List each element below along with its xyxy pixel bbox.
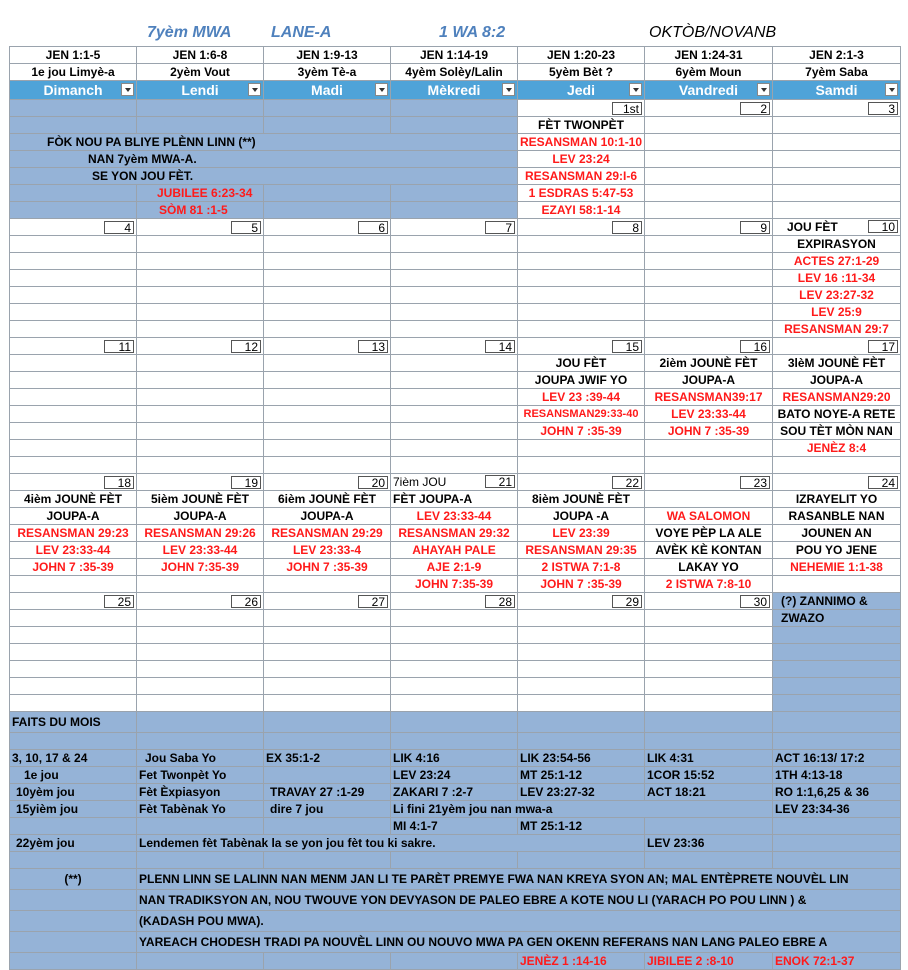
title-bar	[9, 16, 900, 46]
cell-text: SÒM 81 :1-5	[137, 202, 264, 219]
cell-text: POU YO JENE	[773, 542, 901, 559]
cell-text: EXPIRASYON	[773, 236, 901, 253]
cell-text: FÈT JOUPA-A	[391, 491, 518, 508]
header-label: Mèkredi	[427, 82, 481, 98]
facts-cell: LIK 4:16	[391, 750, 518, 767]
facts-cell: 3, 10, 17 & 24	[10, 750, 137, 767]
facts-cell: ACT 18:21	[645, 784, 773, 801]
cell-text: AHAYAH PALE	[391, 542, 518, 559]
note-line: NAN TRADIKSYON AN, NOU TWOUVE YON DEVYASON DE PALEO EBRE A KOTE NOU LI (YARACH PO POU LINN ) &	[137, 890, 901, 911]
day-number: 19	[231, 476, 261, 489]
cell-text: JOUPA-A	[264, 508, 391, 525]
dayname-cell: 6yèm Moun	[645, 64, 773, 81]
facts-cell: 10yèm jou	[10, 784, 137, 801]
facts-cell: EX 35:1-2	[264, 750, 391, 767]
cell-text: 7ièm JOU	[393, 475, 447, 489]
cell-text: RESANSMAN 29:29	[264, 525, 391, 542]
day-number: 8	[612, 221, 642, 234]
cell-text: RESANSMAN 29:7	[773, 321, 901, 338]
cell-text: SOU TÈT MÒN NAN	[773, 423, 901, 440]
cell-text: RESANSMAN 29:I-6	[518, 168, 645, 185]
ref-cell: JIBILEE 2 :8-10	[645, 953, 773, 970]
cell-text: JOHN 7:35-39	[391, 576, 518, 593]
cell-text: 6ièm JOUNÈ FÈT	[264, 491, 391, 508]
dayname-cell: 4yèm Solèy/Lalin	[391, 64, 518, 81]
readings-row	[10, 47, 901, 64]
cell-text: 2ièm JOUNÈ FÈT	[645, 355, 773, 372]
facts-title: FAITS DU MOIS	[10, 712, 137, 733]
day-number: 16	[740, 340, 770, 353]
cell-text: LEV 23:33-44	[137, 542, 264, 559]
facts-cell: Fèt Tabènak Yo	[137, 801, 264, 818]
cell-text: WA SALOMON	[645, 508, 773, 525]
cell-text: JOHN 7 :35-39	[518, 423, 645, 440]
day-number: 9	[740, 221, 770, 234]
day-number: 6	[358, 221, 388, 234]
cell-text: JOUNEN AN	[773, 525, 901, 542]
day-number: 14	[485, 340, 515, 353]
facts-cell: Li fini 21yèm jou nan mwa-a	[391, 801, 773, 818]
note-text: SE YON JOU FÈT.	[10, 168, 518, 185]
month-title: 7yèm MWA	[147, 24, 232, 41]
note-line: PLENN LINN SE LALINN NAN MENM JAN LI TE PARÈT PREMYE FWA NAN KREYA SYON AN; MAL ENTÈPRETE NOUVÈL LIN	[137, 869, 901, 890]
cell-text: 4ièm JOUNÈ FÈT	[10, 491, 137, 508]
cell-text: JOUPA-A	[645, 372, 773, 389]
cell-text: JENÈZ 8:4	[773, 440, 901, 457]
cell-text: JOUPA-A	[773, 372, 901, 389]
cell-text: 1 ESDRAS 5:47-53	[518, 185, 645, 202]
reading-cell: JEN 1:1-5	[10, 47, 137, 64]
cell-text: RESANSMAN 29:32	[391, 525, 518, 542]
filter-dropdown-icon[interactable]	[121, 83, 134, 96]
dayname-cell: 1e jou Limyè-a	[10, 64, 137, 81]
filter-dropdown-icon[interactable]	[248, 83, 261, 96]
reading-cell: JEN 1:6-8	[137, 47, 264, 64]
reading-cell: JEN 1:20-23	[518, 47, 645, 64]
cell-text: JOHN 7 :35-39	[10, 559, 137, 576]
cell-text: RASANBLE NAN	[773, 508, 901, 525]
cell-text: JOHN 7 :35-39	[518, 576, 645, 593]
cell-text: JUBILEE 6:23-34	[137, 185, 264, 202]
filter-dropdown-icon[interactable]	[757, 83, 770, 96]
day-number: 18	[104, 476, 134, 489]
cell-text: LEV 23:39	[518, 525, 645, 542]
day-number: 13	[358, 340, 388, 353]
header-label: Madi	[311, 82, 343, 98]
cell-text: AJE 2:1-9	[391, 559, 518, 576]
day-number: 30	[740, 595, 770, 608]
facts-cell: LEV 23:34-36	[773, 801, 901, 818]
cell-text: RESANSMAN 29:26	[137, 525, 264, 542]
cell-text: BATO NOYE-A RETE	[773, 406, 901, 423]
facts-cell: dire 7 jou	[264, 801, 391, 818]
cell-text: LEV 23 :39-44	[518, 389, 645, 406]
cell-text: LEV 23:33-44	[391, 508, 518, 525]
header-dimanch	[10, 81, 137, 100]
day-number: 25	[104, 595, 134, 608]
cell-text: RESANSMAN39:17	[645, 389, 773, 406]
cell-text: FÈT TWONPÈT	[518, 117, 645, 134]
facts-cell: MT 25:1-12	[518, 818, 645, 835]
cell-text: IZRAYELIT YO	[773, 491, 901, 508]
year-title: LANE-A	[271, 24, 332, 41]
day-number: 12	[231, 340, 261, 353]
filter-dropdown-icon[interactable]	[629, 83, 642, 96]
verse-title: 1 WA 8:2	[439, 24, 506, 41]
day-number: 4	[104, 221, 134, 234]
cell-text: AVÈK KÈ KONTAN	[645, 542, 773, 559]
cell-text: (?) ZANNIMO &	[773, 593, 901, 610]
cell-text: NEHEMIE 1:1-38	[773, 559, 901, 576]
day-number: 27	[358, 595, 388, 608]
facts-cell	[264, 767, 391, 784]
cell-text: JOUPA-A	[137, 508, 264, 525]
cell-text: RESANSMAN 10:1-10	[518, 134, 645, 151]
cell-text: 2 ISTWA 7:8-10	[645, 576, 773, 593]
note-label: (**)	[10, 869, 137, 890]
note-line: (KADASH POU MWA).	[137, 911, 901, 932]
dayname-cell: 5yèm Bèt ?	[518, 64, 645, 81]
dayname-cell: 3yèm Tè-a	[264, 64, 391, 81]
facts-cell: Fet Twonpèt Yo	[137, 767, 264, 784]
cell-text: LEV 23:33-4	[264, 542, 391, 559]
calendar-sheet	[9, 16, 900, 970]
cell-text: JOHN 7 :35-39	[645, 423, 773, 440]
cell-text: EZAYI 58:1-14	[518, 202, 645, 219]
day-number: 22	[612, 476, 642, 489]
reading-cell: JEN 1:14-19	[391, 47, 518, 64]
cell-text: JOHN 7:35-39	[137, 559, 264, 576]
months-title: OKTÒB/NOVANB	[649, 24, 777, 41]
day-number: 5	[231, 221, 261, 234]
cell-text: ACTES 27:1-29	[773, 253, 901, 270]
cell-text: JOUPA-A	[10, 508, 137, 525]
cell-text: LEV 25:9	[773, 304, 901, 321]
cell-text: RESANSMAN29:33-40	[518, 406, 645, 423]
facts-cell: 15yièm jou	[10, 801, 137, 818]
cell-text: RESANSMAN 29:35	[518, 542, 645, 559]
reading-cell: JEN 1:9-13	[264, 47, 391, 64]
day-number: 1st	[612, 102, 642, 115]
note-line: YAREACH CHODESH TRADI PA NOUVÈL LINN OU NOUVO MWA PA GEN OKENN REFERANS NAN LANG PALEO EBRE A	[137, 932, 901, 953]
facts-cell: Fèt Èxpiasyon	[137, 784, 264, 801]
facts-cell: LEV 23:27-32	[518, 784, 645, 801]
facts-cell: ZAKARI 7 :2-7	[391, 784, 518, 801]
note-text: FÒK NOU PA BLIYE PLÈNN LINN (**)	[10, 134, 518, 151]
filter-dropdown-icon[interactable]	[375, 83, 388, 96]
facts-cell: LIK 4:31	[645, 750, 773, 767]
cell-text: RESANSMAN29:20	[773, 389, 901, 406]
reading-cell: JEN 2:1-3	[773, 47, 901, 64]
header-samdi	[773, 81, 901, 100]
facts-cell: LEV 23:24	[391, 767, 518, 784]
facts-cell: 1COR 15:52	[645, 767, 773, 784]
cell-text: RESANSMAN 29:23	[10, 525, 137, 542]
ref-cell: JENÈZ 1 :14-16	[518, 953, 645, 970]
day-number: 7	[485, 221, 515, 234]
day-number: 10	[868, 220, 898, 233]
cell-text: JOU FÈT	[787, 220, 838, 234]
header-label: Dimanch	[43, 82, 103, 98]
cell-text: LEV 23:33-44	[645, 406, 773, 423]
cell-text: LEV 23:33-44	[10, 542, 137, 559]
cell-text: LEV 23:27-32	[773, 287, 901, 304]
header-label: Vandredi	[678, 82, 739, 98]
day-number: 21	[485, 475, 515, 488]
facts-cell: TRAVAY 27 :1-29	[264, 784, 391, 801]
day-number: 15	[612, 340, 642, 353]
reading-cell: JEN 1:24-31	[645, 47, 773, 64]
header-row	[10, 81, 901, 100]
day-number: 24	[868, 476, 898, 489]
daynames-row	[10, 64, 901, 81]
cell-text: LEV 23:24	[518, 151, 645, 168]
dayname-cell: 7yèm Saba	[773, 64, 901, 81]
cell-text: ZWAZO	[773, 610, 901, 627]
day-number: 28	[485, 595, 515, 608]
header-mekredi	[391, 81, 518, 100]
header-lendi	[137, 81, 264, 100]
week-row	[10, 100, 901, 117]
ref-cell: ENOK 72:1-37	[773, 953, 901, 970]
cell-text: JOUPA -A	[518, 508, 645, 525]
cell-text: VOYE PÈP LA ALE	[645, 525, 773, 542]
cell-text: 2 ISTWA 7:1-8	[518, 559, 645, 576]
day-number: 26	[231, 595, 261, 608]
facts-cell: Lendemen fèt Tabènak la se yon jou fèt tou ki sakre.	[137, 835, 645, 852]
filter-dropdown-icon[interactable]	[502, 83, 515, 96]
note-text: NAN 7yèm MWA-A.	[10, 151, 518, 168]
facts-cell: LEV 23:36	[645, 835, 773, 852]
header-label: Lendi	[181, 82, 219, 98]
day-number: 11	[104, 340, 134, 353]
cell-text: JOHN 7 :35-39	[264, 559, 391, 576]
cell-text: LAKAY YO	[645, 559, 773, 576]
cell-text: LEV 16 :11-34	[773, 270, 901, 287]
cell-text: JOUPA JWIF YO	[518, 372, 645, 389]
facts-cell: Jou Saba Yo	[137, 750, 264, 767]
cell-text: JOU FÈT	[518, 355, 645, 372]
facts-cell: MT 25:1-12	[518, 767, 645, 784]
day-number: 2	[740, 102, 770, 115]
facts-cell: RO 1:1,6,25 & 36	[773, 784, 901, 801]
filter-dropdown-icon[interactable]	[885, 83, 898, 96]
day-number: 23	[740, 476, 770, 489]
facts-cell: ACT 16:13/ 17:2	[773, 750, 901, 767]
header-madi	[264, 81, 391, 100]
header-label: Samdi	[815, 82, 858, 98]
facts-cell: LIK 23:54-56	[518, 750, 645, 767]
facts-cell: 1TH 4:13-18	[773, 767, 901, 784]
facts-cell: 1e jou	[10, 767, 137, 784]
day-number: 3	[868, 102, 898, 115]
facts-cell: 22yèm jou	[10, 835, 137, 852]
calendar-table	[9, 46, 901, 970]
day-number: 20	[358, 476, 388, 489]
cell-text: 5ièm JOUNÈ FÈT	[137, 491, 264, 508]
header-jedi	[518, 81, 645, 100]
cell-text: 3lèM JOUNÈ FÈT	[773, 355, 901, 372]
day-number: 17	[868, 340, 898, 353]
header-vandredi	[645, 81, 773, 100]
header-label: Jedi	[566, 82, 595, 98]
cell-text: 8ièm JOUNÈ FÈT	[518, 491, 645, 508]
day-number: 29	[612, 595, 642, 608]
facts-cell: MI 4:1-7	[391, 818, 518, 835]
dayname-cell: 2yèm Vout	[137, 64, 264, 81]
